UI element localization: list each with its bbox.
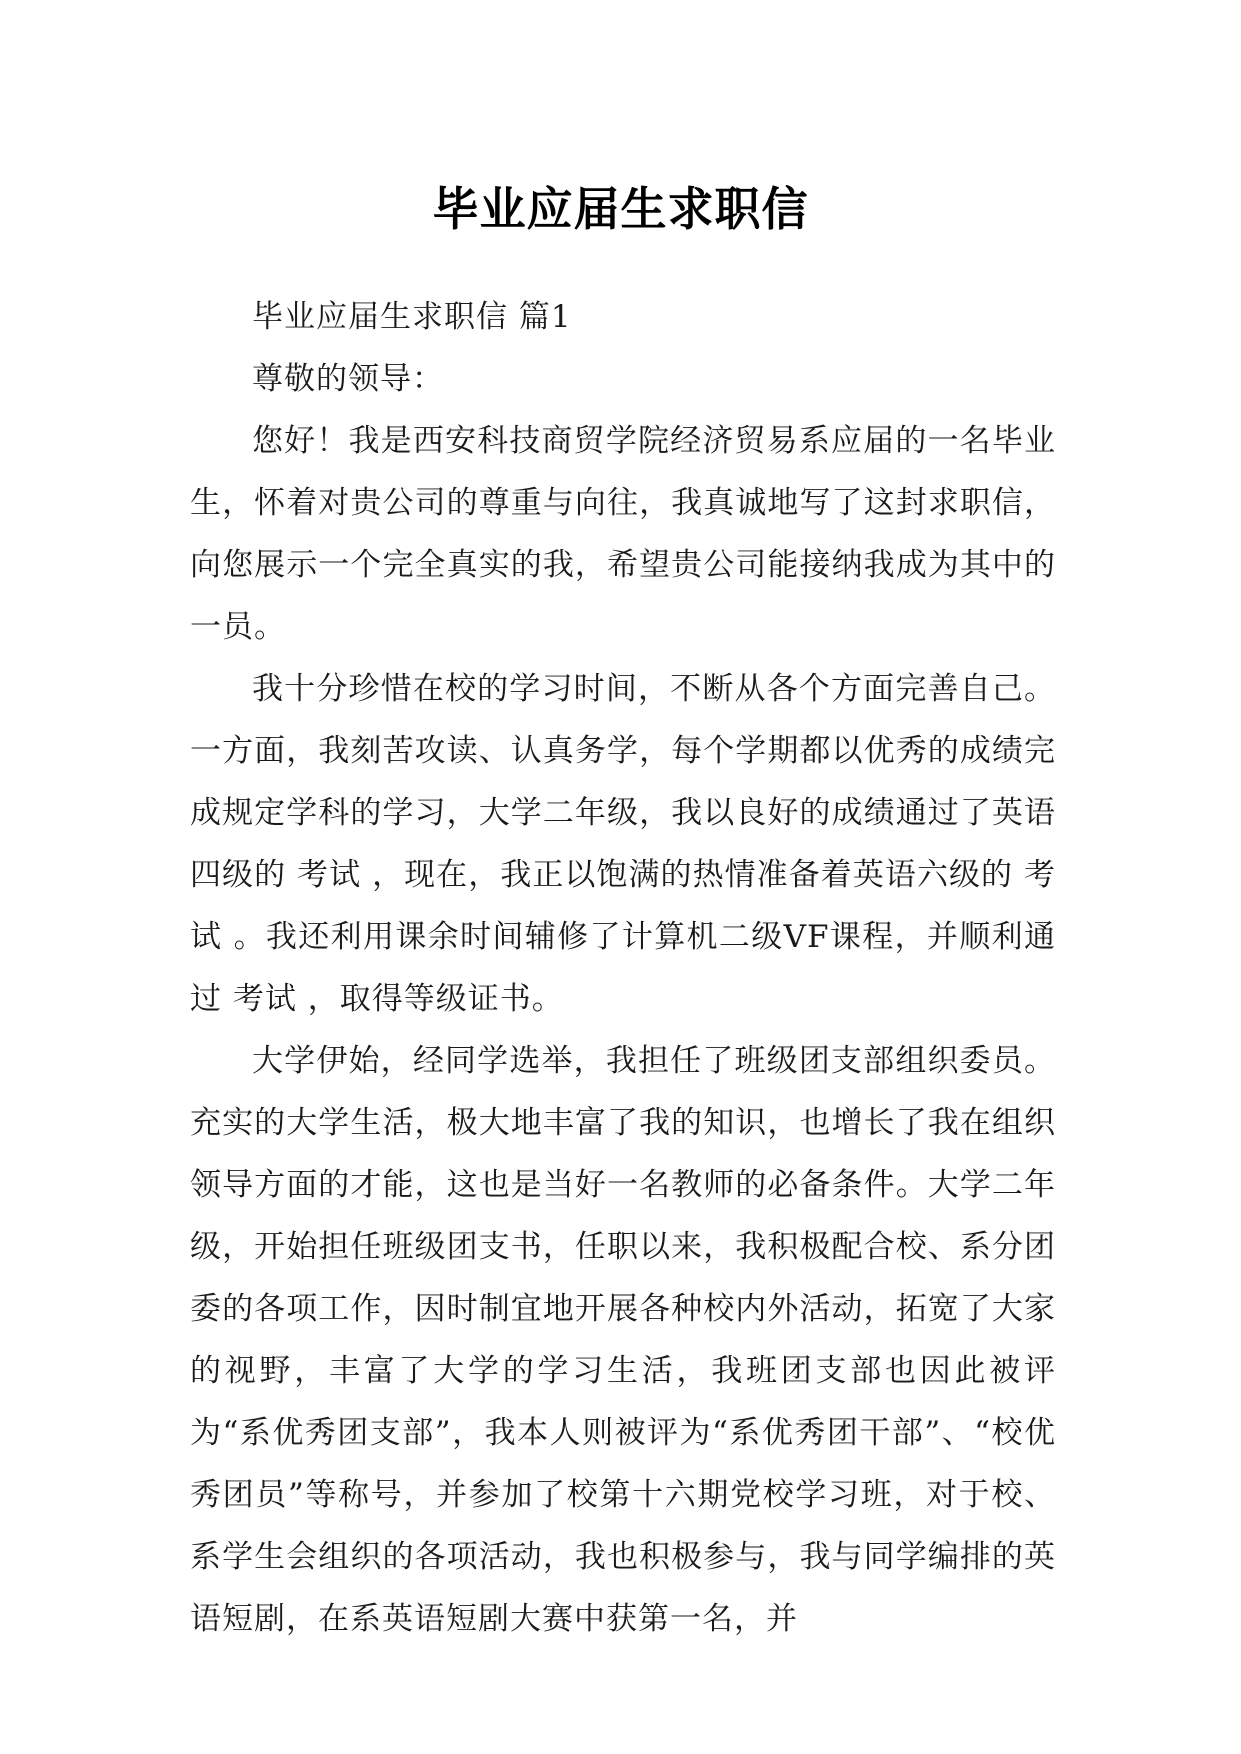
paragraph-introduction: 您好！我是西安科技商贸学院经济贸易系应届的一名毕业生，怀着对贵公司的尊重与向往，我真诚地写了这封求职信，向您展示一个完全真实的我，希望贵公司能接纳我成为其中的一员。 <box>190 423 1056 645</box>
section-heading: 毕业应届生求职信 篇1 <box>252 299 572 335</box>
salutation: 尊敬的领导： <box>252 361 444 397</box>
paragraph-activities: 大学伊始，经同学选举，我担任了班级团支部组织委员。充实的大学生活，极大地丰富了我的知识，也增长了我在组织领导方面的才能，这也是当好一名教师的必备条件。大学二年级，开始担任班级团支书，任职以来，我积极配合校、系分团委的各项工作，因时制宜地开展各种校内外活动，拓宽了大家的视野，丰富了大学的学习生活，我班团支部也因此被评为“系优秀团支部”，我本人则被评为“系优秀团干部”、“校优秀团员”等称号，并参加了校第十六期党校学习班，对于校、系学生会组织的各项活动，我也积极参与，我与同学编排的英语短剧，在系英语短剧大赛中获第一名，并 <box>190 1043 1056 1637</box>
paragraph-study: 我十分珍惜在校的学习时间，不断从各个方面完善自己。一方面，我刻苦攻读、认真务学，每个学期都以优秀的成绩完成规定学科的学习，大学二年级，我以良好的成绩通过了英语 四级的 考试 ，现在，我正以饱满的热情准备着英语六级的 考试 。我还利用课余时间辅修了计算机二级VF课程，并顺利通过 考试 ，取得等级证书。 <box>190 671 1056 1017</box>
document-title: 毕业应届生求职信 <box>432 181 809 236</box>
document-body <box>190 286 1056 1650</box>
